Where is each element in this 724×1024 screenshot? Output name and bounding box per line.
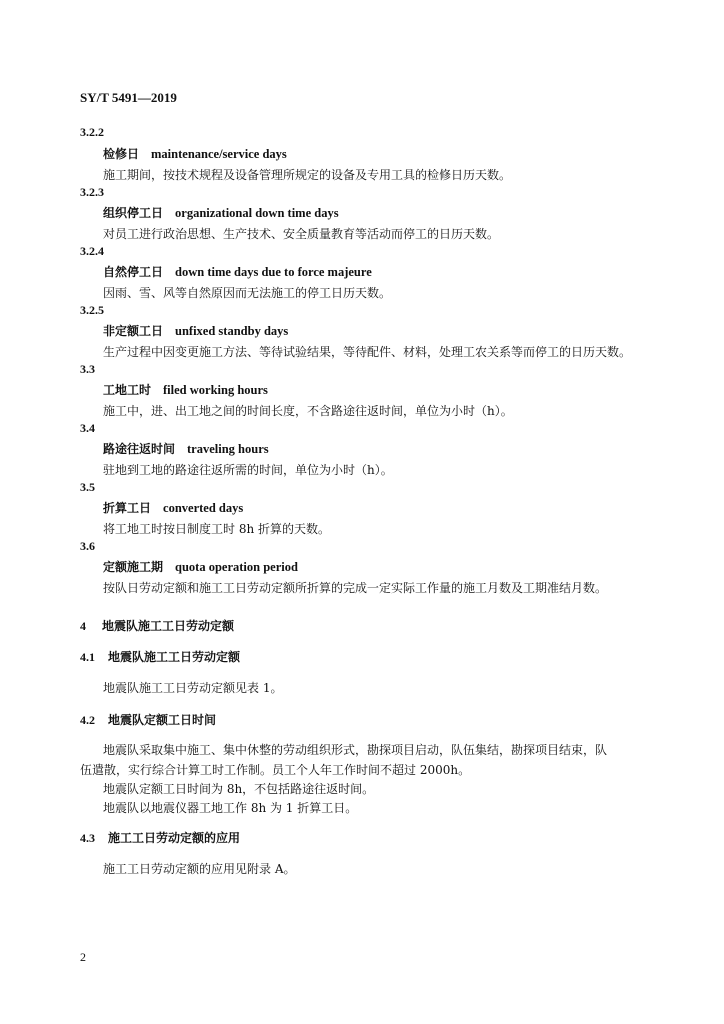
term-en: maintenance/service days — [151, 147, 287, 161]
term-definition: 驻地到工地的路途往返所需的时间，单位为小时（h）。 — [103, 463, 393, 477]
term-en: quota operation period — [175, 560, 298, 574]
term-title — [103, 499, 243, 516]
term-definition: 将工地工时按日制度工时 8h 折算的天数。 — [103, 522, 330, 536]
term-en: traveling hours — [187, 442, 269, 456]
term-cn: 组织停工日 — [103, 206, 164, 220]
term-title — [103, 322, 288, 339]
clause-number: 3.3 — [80, 362, 95, 376]
term-cn: 路途往返时间 — [103, 442, 176, 456]
term-definition: 按队日劳动定额和施工工日劳动定额所折算的完成一定实际工作量的施工月数及工期准结月数。 — [103, 581, 608, 595]
term-en: converted days — [163, 501, 244, 515]
paragraph: 施工工日劳动定额的应用见附录 A。 — [103, 862, 296, 876]
section-heading — [80, 617, 234, 634]
clause-number: 3.5 — [80, 480, 95, 494]
clause-number: 3.2.5 — [80, 303, 104, 317]
clause-number: 3.6 — [80, 539, 95, 553]
clause-number: 3.2.2 — [80, 125, 104, 139]
section-number: 4.2 — [80, 713, 95, 727]
term-title — [103, 263, 372, 280]
paragraph-line: 伍遣散，实行综合计算工时工作制。员工个人年工作时间不超过 2000h。 — [80, 763, 471, 777]
section-number: 4.1 — [80, 650, 95, 664]
section-title: 施工工日劳动定额的应用 — [108, 831, 241, 845]
clause-number: 3.4 — [80, 421, 95, 435]
section-title: 地震队定额工日时间 — [108, 713, 217, 727]
section-heading — [80, 829, 240, 846]
term-definition: 因雨、雪、风等自然原因而无法施工的停工日历天数。 — [103, 286, 392, 300]
term-cn: 折算工日 — [103, 501, 152, 515]
term-cn: 非定额工日 — [103, 324, 164, 338]
section-title: 地震队施工工日劳动定额 — [102, 619, 235, 633]
term-definition: 施工期间，按技术规程及设备管理所规定的设备及专用工具的检修日历天数。 — [103, 168, 512, 182]
paragraph-line: 地震队采取集中施工、集中休整的劳动组织形式，勘探项目启动，队伍集结，勘探项目结束，队 — [103, 743, 608, 757]
clause-number: 3.2.4 — [80, 244, 104, 258]
term-en: organizational down time days — [175, 206, 339, 220]
standard-header: SY/T 5491—2019 — [80, 90, 177, 105]
term-en: unfixed standby days — [175, 324, 289, 338]
page-number: 2 — [80, 950, 86, 964]
term-definition: 生产过程中因变更施工方法、等待试验结果，等待配件、材料，处理工农关系等而停工的日历天数。 — [103, 345, 632, 359]
section-number: 4 — [80, 619, 86, 633]
section-title: 地震队施工工日劳动定额 — [108, 650, 241, 664]
term-cn: 定额施工期 — [103, 560, 164, 574]
term-title — [103, 558, 298, 575]
term-cn: 检修日 — [103, 147, 140, 161]
term-en: down time days due to force majeure — [175, 265, 372, 279]
paragraph: 地震队施工工日劳动定额见表 1。 — [103, 681, 283, 695]
section-heading — [80, 648, 240, 665]
term-en: filed working hours — [163, 383, 268, 397]
paragraph: 地震队以地震仪器工地工作 8h 为 1 折算工日。 — [103, 801, 358, 815]
clause-number: 3.2.3 — [80, 185, 104, 199]
term-definition: 施工中，进、出工地之间的时间长度，不含路途往返时间，单位为小时（h）。 — [103, 404, 513, 418]
term-cn: 自然停工日 — [103, 265, 164, 279]
term-definition: 对员工进行政治思想、生产技术、安全质量教育等活动而停工的日历天数。 — [103, 227, 500, 241]
term-title — [103, 381, 268, 398]
term-cn: 工地工时 — [103, 383, 152, 397]
section-heading — [80, 711, 216, 728]
term-title — [103, 145, 287, 162]
term-title — [103, 440, 269, 457]
paragraph: 地震队定额工日时间为 8h，不包括路途往返时间。 — [103, 782, 375, 796]
section-number: 4.3 — [80, 831, 95, 845]
term-title — [103, 204, 339, 221]
